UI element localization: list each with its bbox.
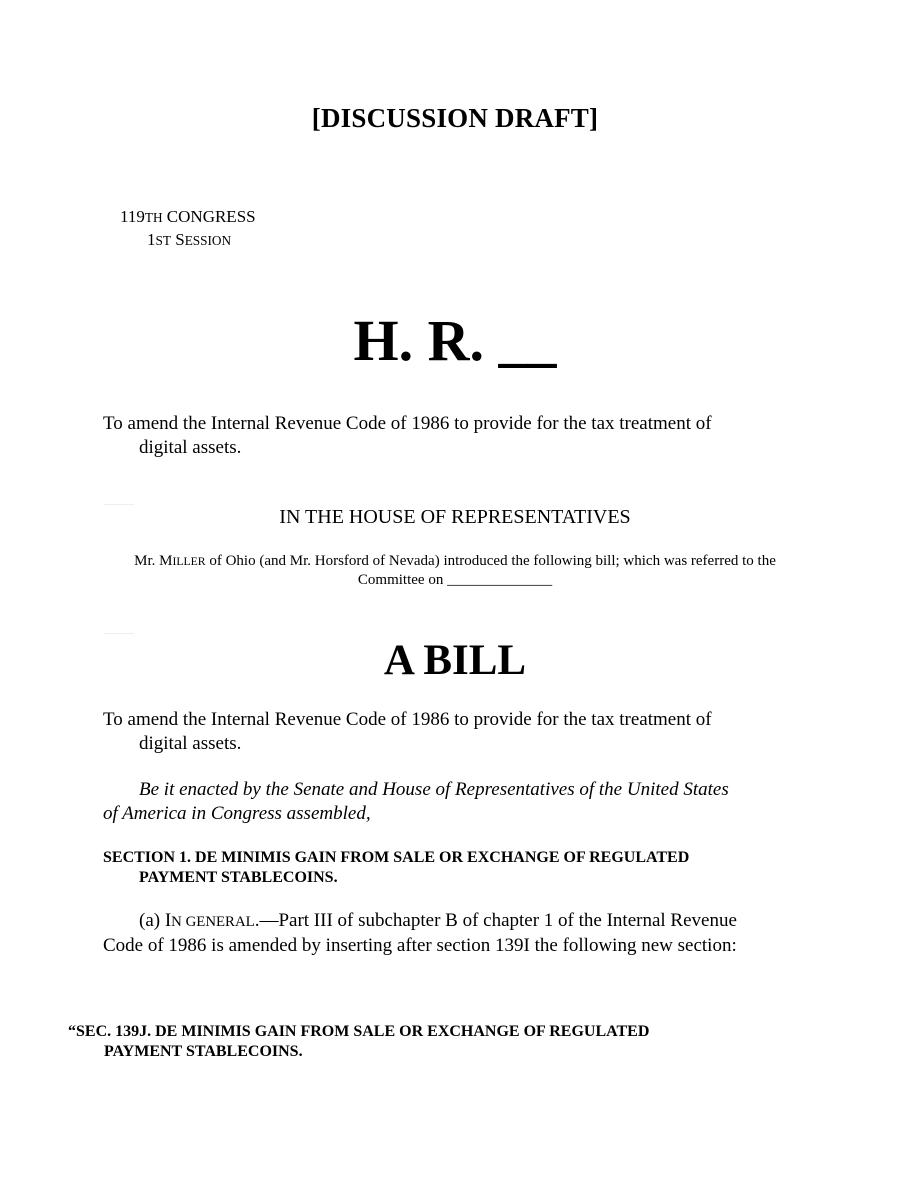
session-word-rest: ESSION	[184, 233, 232, 248]
subsection-a	[103, 909, 823, 958]
section-139j-heading	[68, 1022, 828, 1062]
subsection-a-designation: (a) I	[139, 910, 172, 931]
enacting-clause-second-line: of America in Congress assembled,	[103, 803, 371, 824]
section-139j-heading-rest: PAYMENT STABLECOINS.	[104, 1043, 303, 1060]
congress-number: 119	[120, 207, 145, 226]
long-title-first-line: To amend the Internal Revenue Code of 1986 to provide for the tax treatment of	[103, 413, 712, 434]
section-1-heading	[103, 848, 823, 888]
introduction-statement	[60, 552, 850, 590]
subsection-a-text-first: .—Part III of subchapter B of chapter 1 of the Internal Revenue	[254, 910, 737, 931]
subsection-a-caption-rest: N GENERAL	[171, 914, 255, 930]
enacting-clause-first-line: Be it enacted by the Senate and House of Representatives of the United States	[139, 779, 729, 800]
sponsor-prefix: Mr. M	[134, 553, 173, 569]
session-number: 1	[147, 230, 156, 249]
session-number-suffix: ST	[155, 233, 171, 248]
committee-line: Committee on ______________	[357, 572, 553, 588]
bill-heading: A BILL	[383, 637, 527, 684]
draft-header: [DISCUSSION DRAFT]	[311, 103, 599, 133]
session-initial: S	[175, 230, 185, 249]
section-1-heading-first: SECTION 1. DE MINIMIS GAIN FROM SALE OR EXCHANGE OF REGULATED	[103, 849, 690, 866]
congress-word: CONGRESS	[166, 207, 256, 226]
enacting-clause	[103, 778, 823, 826]
session-line	[120, 229, 256, 252]
subsection-a-second-line: Code of 1986 is amended by inserting after section 139I the following new section:	[103, 935, 737, 956]
sponsor-name-rest: ILLER	[172, 555, 206, 568]
congress-number-suffix: TH	[144, 210, 163, 225]
congress-line	[120, 206, 256, 229]
section-139j-heading-first: “SEC. 139J. DE MINIMIS GAIN FROM SALE OR EXCHANGE OF REGULATED	[68, 1023, 650, 1040]
long-title	[103, 412, 803, 460]
long-title-repeat	[103, 708, 803, 756]
introduction-line	[60, 552, 850, 571]
subsection-a-first-line	[103, 909, 823, 934]
congress-session-block	[120, 206, 256, 252]
long-title-continuation: digital assets.	[139, 437, 242, 458]
long-title-continuation: digital assets.	[139, 733, 242, 754]
chamber-heading: IN THE HOUSE OF REPRESENTATIVES	[279, 506, 631, 528]
divider	[104, 633, 134, 634]
divider	[104, 504, 134, 505]
introduction-text: of Ohio (and Mr. Horsford of Nevada) introduced the following bill; which was referred to the	[205, 553, 776, 569]
bill-number: H. R. __	[353, 308, 557, 373]
long-title-first-line: To amend the Internal Revenue Code of 1986 to provide for the tax treatment of	[103, 709, 712, 730]
section-1-heading-rest: PAYMENT STABLECOINS.	[139, 869, 338, 886]
